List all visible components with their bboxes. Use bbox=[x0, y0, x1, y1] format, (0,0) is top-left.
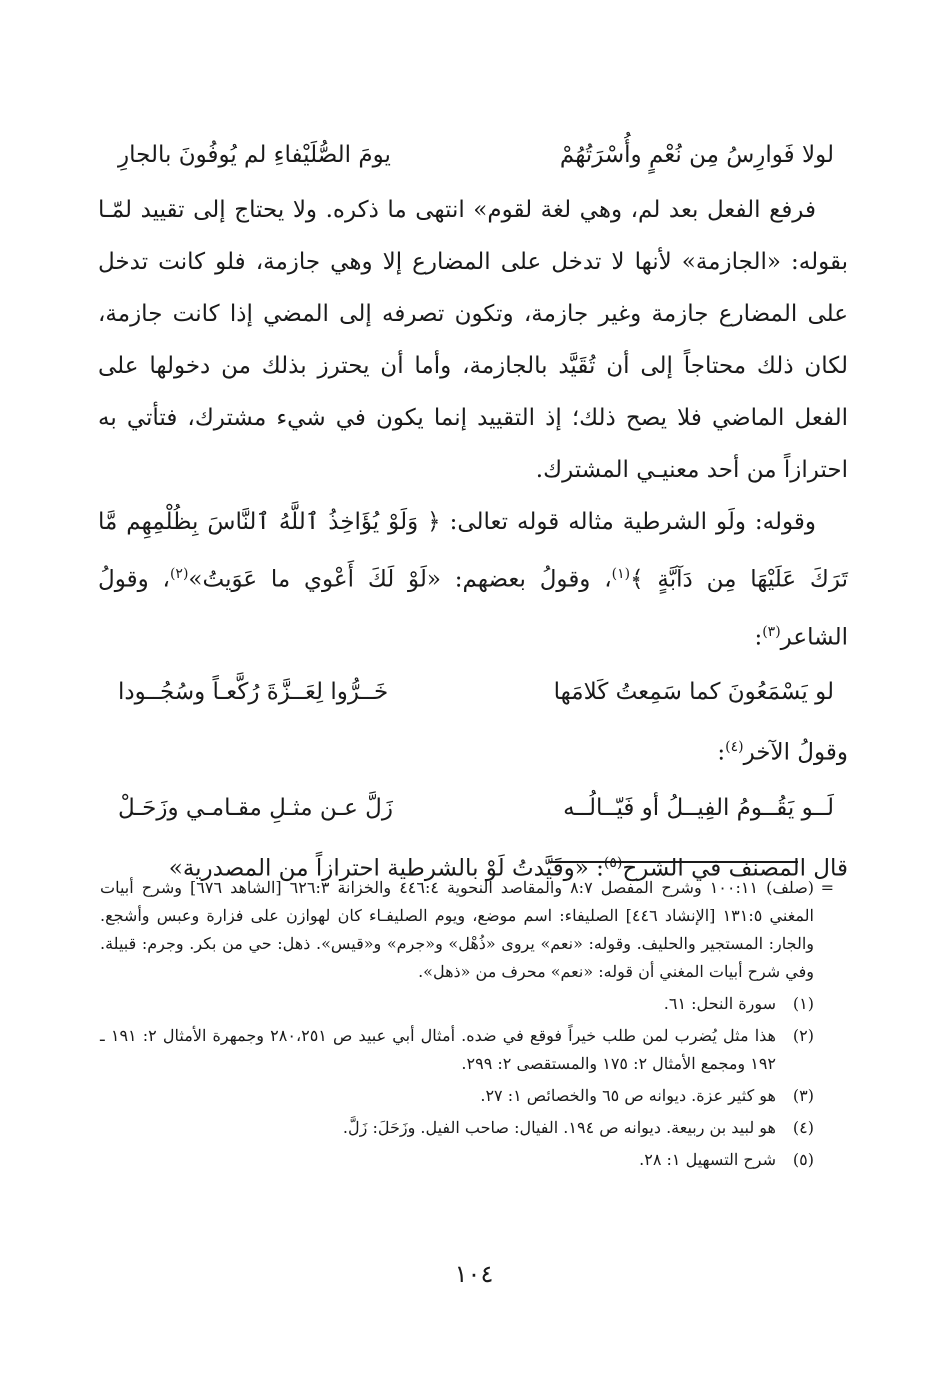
footnote-4-text: هو لبيد بن ربيعة. ديوانه ص ١٩٤. الفيال: صاحب الفيل. وزَحَلَ: زَلَّ. bbox=[342, 1118, 776, 1137]
verse-3-second-hemistich: زَلَّ عـن مثـلِ مقـامـي وزَحَـلْ bbox=[118, 794, 393, 821]
paragraph-2 bbox=[98, 496, 848, 663]
other-poet-colon: : bbox=[717, 739, 726, 766]
verse-2-second-hemistich: خَــرُّوا لِعَــزَّةَ رُكَّعـاً وسُجُــودا bbox=[118, 679, 389, 706]
footnote-3-text: هو كثير عزة. ديوانه ص ٦٥ والخصائص ١: ٢٧. bbox=[480, 1086, 776, 1105]
footnote-4 bbox=[100, 1114, 814, 1142]
paragraph-2-intro: وقوله: ولَو الشرطية مثاله قوله تعالى: bbox=[449, 509, 816, 535]
verse-2-first-hemistich: لو يَسْمَعُونَ كما سَمِعتُ كَلامَها bbox=[553, 679, 834, 706]
verse-top-first-hemistich: لولا فَوارِسُ مِن نُعْمٍ وأُسْرَتُهُمْ bbox=[559, 142, 834, 168]
paragraph-2-colon: : bbox=[754, 624, 763, 651]
footnote-3-number: (٣) bbox=[792, 1086, 814, 1105]
footnotes bbox=[100, 874, 834, 1174]
footnote-5-number: (٥) bbox=[792, 1150, 814, 1169]
main-text bbox=[98, 126, 848, 895]
footnote-5 bbox=[100, 1146, 814, 1174]
footnote-ref-2: (٢) bbox=[169, 566, 189, 582]
footnote-2-text: هذا مثل يُضرب لمن طلب خيراً فوقع في ضده. أمثال أبي عبيد ص ٢٨٠،٢٥١ وجمهرة الأمثال ٢: ١٩١ ـ ١٩٢ ومجمع الأمثال ٢: ١٧٥ والمستقصى ٢: ٢٩٩. bbox=[100, 1026, 776, 1073]
quran-quote: ﴿ وَلَوْ يُؤَاخِذُ ٱللَّهُ ٱلنَّاسَ بِظُلْمِهِم مَّا تَرَكَ عَلَيْهَا مِن دَآبَّةٍ ﴾ bbox=[98, 509, 848, 593]
verse-top bbox=[98, 126, 848, 184]
paragraph-1: فرفع الفعل بعد لم، وهي لغة لقوم» انتهى ما ذكره. ولا يحتاج إلى تقييد لمّـا بقوله: «الجازمة» لأنها لا تدخل على المضارع إلا وهي جازمة، فلو كانت تدخل على المضارع جازمة وغير جازمة، وتكون تصرفه إلى المضي إذا كانت جازمة، لكان ذلك محتاجاً إلى أن تُقَيَّد بالجازمة، وأما أن يحترز بذلك من دخولها على الفعل الماضي فلا يصح ذلك؛ إذ التقييد إنما يكون في شيء مشترك، فتأتي به احترازاً من أحد معنيـي المشترك. bbox=[98, 197, 848, 483]
verse-top-second-hemistich: يومَ الصُّلَيْفاءِ لم يُوفُونَ بالجارِ bbox=[118, 142, 391, 168]
footnote-continuation-text: (صلف) ١٠٠:١١ وشرح المفصل ٨:٧ والمقاصد النحوية ٤٤٦:٤ والخزانة ٦٢٦:٣ [الشاهد ٦٧٦] وشرح أبيات المغني ١٣١:٥ [الإنشاد ٤٤٦] الصليفاء: اسم موضع، ويوم الصليفـاء كان لهوازن على فزارة وعبس وأشجع. والجار: المستجير والحليف. وقوله: «نعم» يروى «ذُهْل» و«جرم» و«قيس». ذهل: حي من بكر. وجرم: قبيلة. وفي شرح أبيات المغني أن قوله: «نعم» محرف من «ذهل». bbox=[100, 878, 815, 981]
paragraph-2-mid: ، وقولُ بعضهم: «لَوْ لَكَ أَعْوي ما عَوَيتُ» bbox=[188, 566, 612, 593]
footnote-4-number: (٤) bbox=[792, 1118, 814, 1137]
footnote-3 bbox=[100, 1082, 814, 1110]
author-quote-start: قال المصنف في الشرح bbox=[622, 855, 848, 882]
footnote-2 bbox=[100, 1022, 814, 1078]
paragraph-2-end: ، وقولُ الشاعر bbox=[98, 566, 848, 651]
page-number: ١٠٤ bbox=[454, 1260, 494, 1288]
footnote-1 bbox=[100, 990, 814, 1018]
footnote-continuation bbox=[100, 874, 834, 986]
verse-3-first-hemistich: لَــو يَقُــومُ الفِيــلُ أو فَيّــالُــه bbox=[563, 794, 834, 821]
footnote-ref-4: (٤) bbox=[725, 739, 744, 756]
continuation-mark: = bbox=[820, 878, 834, 897]
footnote-ref-5: (٥) bbox=[603, 854, 623, 871]
other-poet-line bbox=[98, 721, 848, 779]
author-quote-text: : «وقَيَّدتُ لَوْ بالشرطية احترازاً من المصدرية» bbox=[168, 855, 604, 882]
verse-3 bbox=[98, 779, 848, 837]
footnote-1-number: (١) bbox=[792, 994, 814, 1013]
footnote-ref-3: (٣) bbox=[762, 623, 781, 640]
footnote-5-text: شرح التسهيل ١: ٢٨. bbox=[639, 1150, 776, 1169]
footnote-1-text: سورة النحل: ٦١. bbox=[663, 994, 776, 1013]
footnote-ref-1: (١) bbox=[611, 566, 631, 582]
footnote-2-number: (٢) bbox=[792, 1026, 814, 1045]
other-poet-label: وقولُ الآخر bbox=[743, 739, 848, 766]
verse-2 bbox=[98, 663, 848, 721]
footnote-divider bbox=[550, 861, 798, 863]
